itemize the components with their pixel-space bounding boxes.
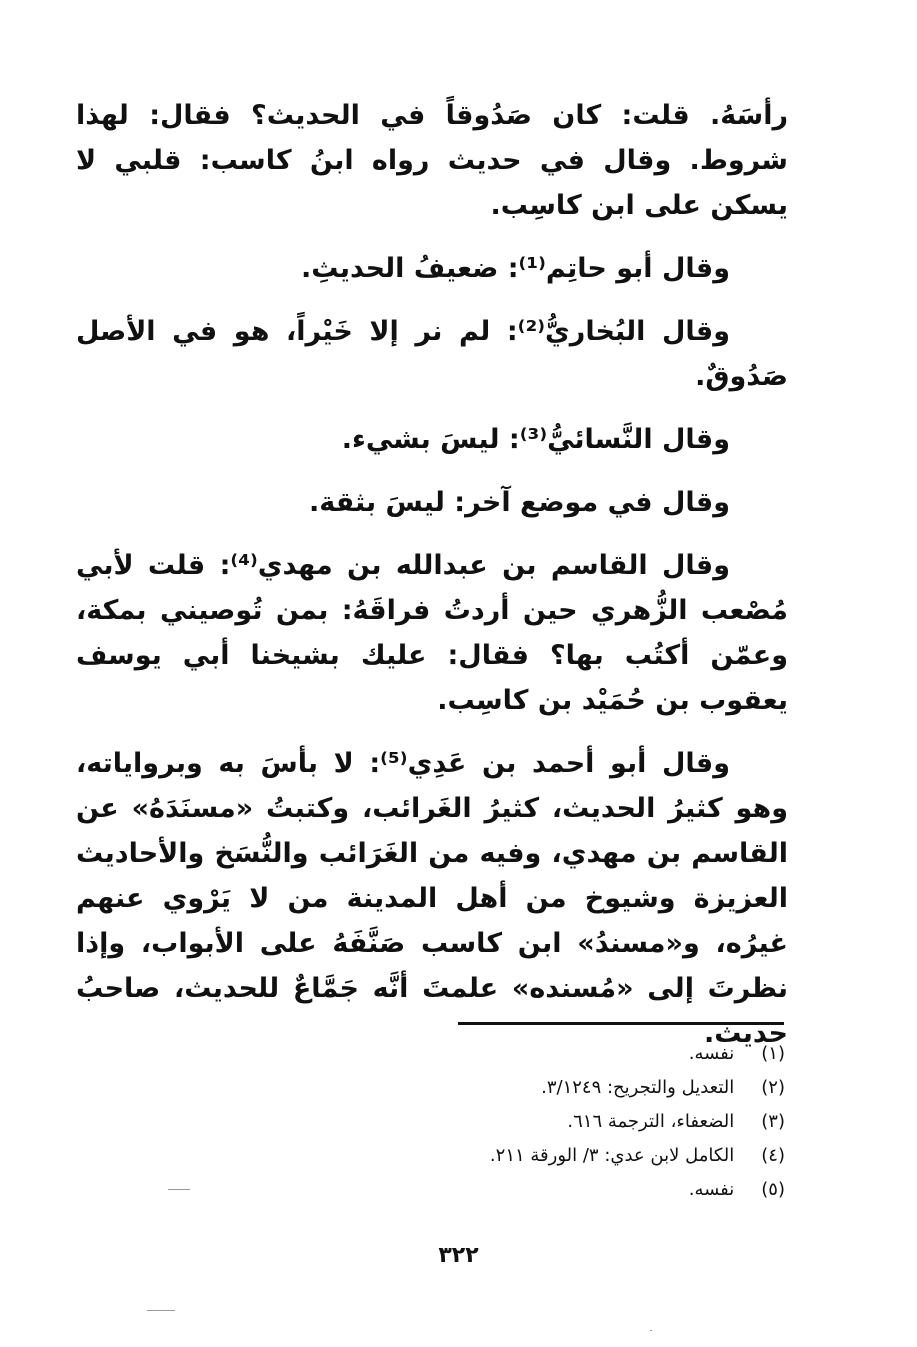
scan-speck xyxy=(168,1189,190,1190)
footnote-number: (٥) xyxy=(761,1179,785,1200)
footnote xyxy=(365,1146,785,1166)
footnote xyxy=(365,1078,785,1098)
footnote xyxy=(365,1044,785,1064)
footnote-separator xyxy=(458,1022,784,1025)
scan-speck xyxy=(147,1310,175,1311)
footnote-number: (٤) xyxy=(761,1145,785,1166)
paragraph-nasai-other: وقال في موضع آخر: ليسَ بثقة. xyxy=(308,487,730,518)
footnote-number: (٣) xyxy=(761,1111,785,1132)
footnotes xyxy=(365,1044,785,1214)
paragraph-abu-hatim: وقال أبو حاتِم⁽¹⁾: ضعيفُ الحديثِ. xyxy=(301,253,730,284)
paragraph-ibn-adi: وقال أبو أحمد بن عَدِي⁽⁵⁾: لا بأسَ به وبرواياته، وهو كثيرُ الحديث، كثيرُ الغَرائب، وكتبتُ «مسنَدَهُ» عن القاسم بن مهدي، وفيه من الغَرَائب والنُّسَخ والأحاديث العزيزة وشيوخ من أهل المدينة من لا يَرْوي عنهم غيرُه، و«مسندُ» ابن كاسب صَنَّفَهُ على الأبواب، وإذا نظرتَ إلى «مُسنده» علمتَ أنَّه جَمَّاعٌ للحديث، صاحبُ حديث. xyxy=(76,748,788,1049)
footnote-text: التعديل والتجريح: ٣/١٢٤٩. xyxy=(541,1077,735,1098)
footnote-text: نفسه. xyxy=(688,1043,735,1064)
footnote-number: (٢) xyxy=(761,1077,785,1098)
paragraph-qasim: وقال القاسم بن عبدالله بن مهدي⁽⁴⁾: قلت لأبي مُصْعب الزُّهري حين أردتُ فراقَهُ: بمن تُوصيني بمكة، وعمّن أكتُب بها؟ فقال: عليك بشيخنا أبي يوسف يعقوب بن حُمَيْد بن كاسِب. xyxy=(76,550,788,716)
footnote-text: الضعفاء، الترجمة ٦١٦. xyxy=(567,1111,735,1132)
footnote-text: الكامل لابن عدي: ٣/ الورقة ٢١١. xyxy=(489,1145,735,1166)
page-number: ٣٢٢ xyxy=(438,1243,479,1268)
footnote xyxy=(365,1180,785,1200)
paragraph-nasai: وقال النَّسائيُّ⁽³⁾: ليسَ بشيء. xyxy=(341,424,730,455)
paragraph-continued: رأسَهُ. قلت: كان صَدُوقاً في الحديث؟ فقال: لهذا شروط. وقال في حديث رواه ابنُ كاسب: قلبي لا يسكن على ابن كاسِب. xyxy=(76,100,788,221)
footnote xyxy=(365,1112,785,1132)
main-text xyxy=(76,93,788,1056)
paragraph-bukhari: وقال البُخاريُّ⁽²⁾: لم نر إلا خَيْراً، هو في الأصل صَدُوقٌ. xyxy=(76,316,788,392)
scan-speck xyxy=(650,1330,652,1331)
footnote-text: نفسه. xyxy=(688,1179,735,1200)
footnote-number: (١) xyxy=(761,1043,785,1064)
